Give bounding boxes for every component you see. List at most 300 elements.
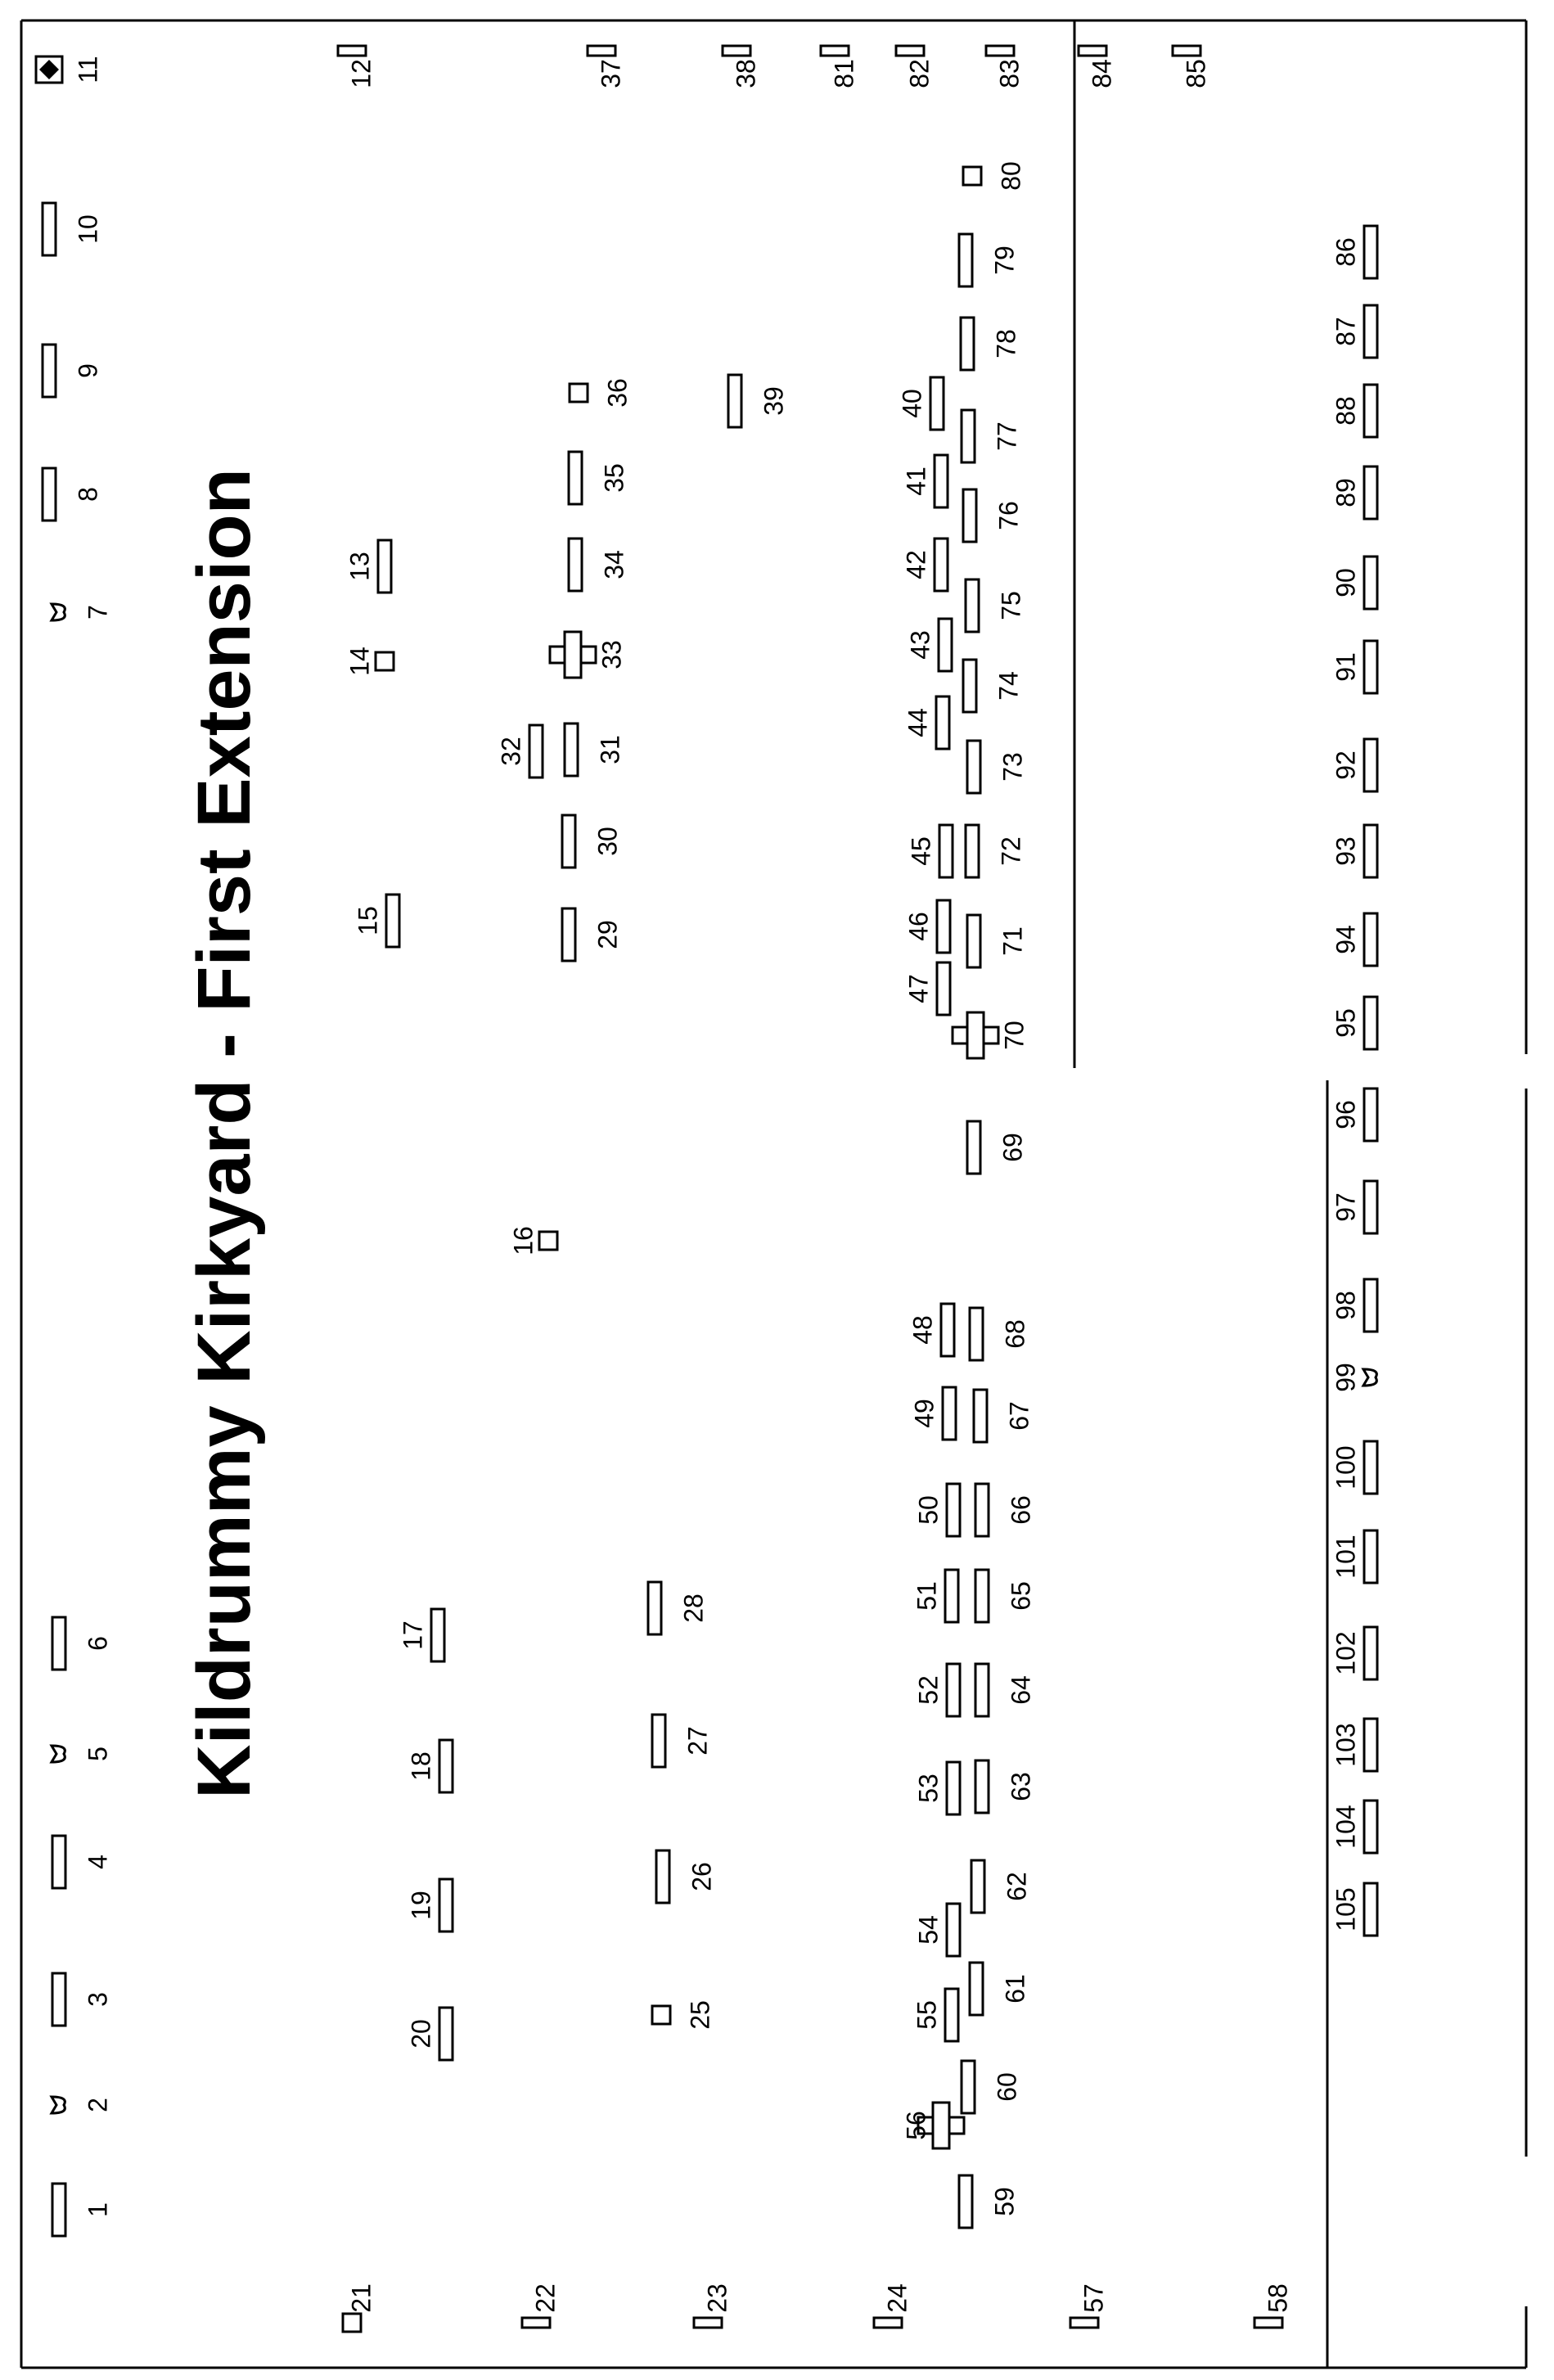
grave-rect-icon <box>959 2175 972 2228</box>
grave-19 <box>406 1879 453 1931</box>
grave-65 <box>975 1570 1035 1622</box>
grave-label: 93 <box>1331 836 1361 866</box>
grave-56 <box>901 2103 964 2148</box>
grave-89 <box>1331 467 1377 519</box>
grave-rect-icon <box>947 1904 960 1956</box>
grave-36 <box>570 378 632 408</box>
grave-rect-icon <box>936 696 949 749</box>
grave-23 <box>694 2283 732 2328</box>
grave-label: 16 <box>508 1226 538 1255</box>
grave-rect-icon <box>935 455 948 507</box>
grave-29 <box>562 908 622 961</box>
grave-rect-icon <box>1364 913 1377 966</box>
grave-label: 52 <box>913 1675 944 1705</box>
grave-label: 94 <box>1331 925 1361 954</box>
grave-label: 82 <box>904 59 935 88</box>
grave-rect-icon <box>52 1617 65 1670</box>
grave-22 <box>522 2283 560 2328</box>
heart-icon <box>52 2097 65 2113</box>
grave-rect-icon <box>529 725 543 778</box>
grave-label: 5 <box>83 1747 113 1761</box>
grave-label: 44 <box>903 708 933 737</box>
grave-label: 18 <box>406 1751 436 1781</box>
grave-label: 49 <box>909 1399 939 1428</box>
grave-label: 54 <box>913 1915 944 1945</box>
grave-7 <box>52 604 112 620</box>
grave-square-icon <box>376 652 394 670</box>
grave-label: 30 <box>592 827 623 856</box>
grave-label: 79 <box>989 246 1020 275</box>
grave-79 <box>959 234 1019 286</box>
grave-rect-icon <box>937 962 950 1015</box>
grave-rect-icon <box>941 1304 954 1356</box>
grave-98 <box>1331 1279 1377 1332</box>
grave-rect-icon <box>1364 1279 1377 1332</box>
grave-8 <box>43 468 102 521</box>
grave-53 <box>913 1762 960 1814</box>
grave-94 <box>1331 913 1377 966</box>
grave-54 <box>913 1904 960 1956</box>
grave-13 <box>345 540 391 593</box>
grave-52 <box>913 1664 960 1716</box>
grave-104 <box>1331 1801 1377 1853</box>
grave-label: 46 <box>903 912 934 941</box>
grave-label: 48 <box>908 1315 938 1345</box>
grave-label: 45 <box>906 836 936 866</box>
grave-rect-icon <box>874 2318 902 2328</box>
grave-95 <box>1331 997 1377 1049</box>
grave-label: 42 <box>901 550 931 579</box>
grave-91 <box>1331 641 1377 693</box>
grave-rect-icon <box>569 452 582 504</box>
grave-rect-icon <box>1364 1530 1377 1583</box>
grave-label: 40 <box>897 389 927 418</box>
grave-label: 58 <box>1263 2283 1293 2313</box>
grave-square-icon <box>570 384 588 402</box>
grave-label: 24 <box>882 2283 912 2313</box>
grave-83 <box>986 46 1024 88</box>
grave-label: 38 <box>731 59 761 88</box>
grave-3 <box>52 1973 112 2026</box>
grave-label: 34 <box>599 550 629 579</box>
grave-rect-icon <box>1364 557 1377 609</box>
grave-rect-icon <box>939 825 953 877</box>
grave-label: 56 <box>901 2111 931 2140</box>
grave-label: 76 <box>993 501 1024 530</box>
grave-rect-icon <box>971 1860 984 1913</box>
grave-rect-icon <box>569 539 582 591</box>
grave-label: 12 <box>346 59 376 88</box>
grave-label: 74 <box>993 671 1024 701</box>
grave-63 <box>975 1760 1035 1813</box>
grave-label: 20 <box>406 2019 436 2049</box>
grave-rect-icon <box>1364 739 1377 791</box>
grave-rect-icon <box>930 377 944 430</box>
grave-rect-icon <box>439 1740 453 1792</box>
grave-rect-icon <box>937 900 950 953</box>
grave-30 <box>562 815 622 868</box>
grave-rect-icon <box>439 1879 453 1931</box>
grave-59 <box>959 2175 1019 2228</box>
grave-70 <box>953 1012 1029 1058</box>
grave-rect-icon <box>945 1570 958 1622</box>
grave-rect-icon <box>694 2318 722 2328</box>
grave-rect-icon <box>565 723 578 776</box>
grave-101 <box>1331 1530 1377 1583</box>
grave-rect-icon <box>975 1570 989 1622</box>
grave-rect-icon <box>947 1762 960 1814</box>
grave-76 <box>963 489 1023 542</box>
cross-icon <box>953 1012 998 1058</box>
grave-rect-icon <box>966 825 979 877</box>
grave-label: 33 <box>597 640 627 669</box>
grave-label: 88 <box>1331 396 1361 426</box>
grave-55 <box>912 1989 958 2041</box>
grave-rect-icon <box>962 2061 975 2113</box>
grave-rect-icon <box>970 1963 983 2015</box>
grave-rect-icon <box>43 468 56 521</box>
diamond-icon <box>36 56 62 83</box>
grave-96 <box>1331 1089 1377 1141</box>
grave-88 <box>1331 385 1377 437</box>
grave-label: 32 <box>496 737 526 766</box>
grave-rect-icon <box>1079 46 1106 56</box>
grave-rect-icon <box>648 1582 661 1634</box>
grave-61 <box>970 1963 1029 2015</box>
grave-label: 99 <box>1331 1363 1361 1392</box>
grave-label: 50 <box>913 1495 944 1525</box>
grave-74 <box>963 660 1023 712</box>
grave-87 <box>1331 305 1377 358</box>
grave-label: 2 <box>83 2098 113 2112</box>
grave-73 <box>967 741 1027 793</box>
grave-rect-icon <box>967 915 980 967</box>
grave-label: 71 <box>998 926 1028 956</box>
grave-12 <box>338 46 376 88</box>
grave-label: 25 <box>685 2000 715 2030</box>
grave-rect-icon <box>43 345 56 397</box>
grave-label: 13 <box>345 552 375 581</box>
grave-label: 63 <box>1006 1772 1036 1801</box>
grave-rect-icon <box>961 318 974 370</box>
grave-rect-icon <box>1364 641 1377 693</box>
grave-11 <box>36 56 102 83</box>
grave-rect-icon <box>1364 1883 1377 1936</box>
grave-rect-icon <box>1173 46 1200 56</box>
grave-78 <box>961 318 1020 370</box>
grave-80 <box>963 161 1025 191</box>
grave-label: 92 <box>1331 751 1361 780</box>
grave-rect-icon <box>728 375 741 427</box>
grave-label: 91 <box>1331 652 1361 682</box>
grave-42 <box>901 539 948 591</box>
grave-label: 23 <box>702 2283 732 2313</box>
grave-label: 4 <box>83 1855 113 1869</box>
grave-rect-icon <box>522 2318 550 2328</box>
grave-14 <box>345 647 394 676</box>
grave-rect-icon <box>1364 825 1377 877</box>
grave-rect-icon <box>1364 385 1377 437</box>
grave-label: 53 <box>913 1774 944 1803</box>
grave-label: 11 <box>73 56 103 83</box>
grave-label: 3 <box>83 1992 113 2007</box>
grave-69 <box>967 1121 1027 1174</box>
grave-label: 87 <box>1331 317 1361 346</box>
grave-label: 77 <box>992 421 1022 451</box>
grave-35 <box>569 452 628 504</box>
grave-label: 105 <box>1331 1887 1361 1931</box>
grave-46 <box>903 900 950 953</box>
grave-square-icon <box>652 2006 670 2024</box>
grave-rect-icon <box>1364 1627 1377 1679</box>
grave-label: 84 <box>1087 59 1117 88</box>
grave-label: 55 <box>912 2000 942 2030</box>
grave-label: 59 <box>989 2187 1020 2216</box>
grave-6 <box>52 1617 112 1670</box>
grave-rect-icon <box>945 1989 958 2041</box>
grave-58 <box>1254 2283 1292 2328</box>
grave-72 <box>966 825 1025 877</box>
grave-75 <box>966 579 1025 632</box>
grave-label: 29 <box>592 920 623 949</box>
grave-label: 64 <box>1006 1675 1036 1705</box>
grave-rect-icon <box>962 410 975 462</box>
grave-99 <box>1331 1363 1376 1392</box>
grave-10 <box>43 203 102 255</box>
grave-86 <box>1331 226 1377 278</box>
grave-21 <box>343 2283 376 2332</box>
grave-label: 14 <box>345 647 375 676</box>
grave-67 <box>974 1390 1034 1442</box>
grave-64 <box>975 1664 1035 1716</box>
grave-label: 72 <box>996 836 1026 866</box>
grave-9 <box>43 345 102 397</box>
grave-rect-icon <box>1364 1441 1377 1494</box>
grave-62 <box>971 1860 1031 1913</box>
grave-81 <box>821 46 858 88</box>
grave-77 <box>962 410 1021 462</box>
grave-rect-icon <box>1364 1089 1377 1141</box>
grave-rect-icon <box>939 619 952 671</box>
grave-label: 10 <box>73 214 103 244</box>
grave-51 <box>912 1570 958 1622</box>
grave-66 <box>975 1484 1035 1536</box>
grave-square-icon <box>963 167 981 185</box>
grave-label: 96 <box>1331 1100 1361 1129</box>
grave-rect-icon <box>723 46 750 56</box>
grave-label: 43 <box>905 630 935 660</box>
grave-rect-icon <box>338 46 366 56</box>
grave-label: 73 <box>998 752 1028 782</box>
grave-rect-icon <box>378 540 391 593</box>
grave-label: 6 <box>83 1636 113 1651</box>
grave-label: 62 <box>1002 1872 1032 1901</box>
grave-label: 37 <box>596 59 626 88</box>
grave-label: 69 <box>998 1133 1028 1162</box>
grave-33 <box>550 632 626 678</box>
grave-84 <box>1079 46 1116 88</box>
grave-label: 28 <box>678 1593 709 1623</box>
grave-37 <box>588 46 625 88</box>
grave-rect-icon <box>52 2184 65 2236</box>
grave-label: 78 <box>991 329 1021 358</box>
grave-68 <box>970 1308 1029 1360</box>
grave-label: 90 <box>1331 568 1361 597</box>
heart-icon <box>52 1746 65 1762</box>
grave-40 <box>897 377 944 430</box>
grave-32 <box>496 725 543 778</box>
grave-41 <box>901 455 948 507</box>
grave-rect-icon <box>1364 305 1377 358</box>
grave-label: 97 <box>1331 1192 1361 1222</box>
grave-label: 95 <box>1331 1008 1361 1038</box>
grave-label: 86 <box>1331 237 1361 267</box>
grave-label: 100 <box>1331 1445 1361 1490</box>
grave-82 <box>896 46 934 88</box>
grave-rect-icon <box>588 46 615 56</box>
grave-rect-icon <box>656 1850 669 1903</box>
grave-label: 36 <box>602 378 633 408</box>
grave-103 <box>1331 1719 1377 1771</box>
cross-icon <box>550 632 596 678</box>
grave-57 <box>1070 2283 1108 2328</box>
grave-39 <box>728 375 788 427</box>
grave-34 <box>569 539 628 591</box>
grave-label: 101 <box>1331 1535 1361 1579</box>
grave-rect-icon <box>1070 2318 1098 2328</box>
grave-17 <box>398 1609 444 1661</box>
grave-rect-icon <box>975 1484 989 1536</box>
grave-rect-icon <box>562 815 575 868</box>
grave-rect-icon <box>386 895 399 947</box>
grave-48 <box>908 1304 954 1356</box>
grave-43 <box>905 619 952 671</box>
grave-31 <box>565 723 624 776</box>
grave-label: 51 <box>912 1581 942 1611</box>
grave-26 <box>656 1850 716 1903</box>
heart-icon <box>1363 1369 1376 1386</box>
grave-rect-icon <box>1364 1181 1377 1233</box>
grave-rect-icon <box>963 660 976 712</box>
grave-90 <box>1331 557 1377 609</box>
grave-1 <box>52 2184 112 2236</box>
grave-label: 47 <box>903 974 934 1003</box>
grave-25 <box>652 2000 714 2030</box>
grave-label: 21 <box>346 2283 376 2313</box>
grave-85 <box>1173 46 1210 88</box>
grave-20 <box>406 2008 453 2060</box>
grave-105 <box>1331 1883 1377 1936</box>
grave-label: 89 <box>1331 478 1361 507</box>
grave-44 <box>903 696 949 749</box>
grave-label: 1 <box>83 2202 113 2217</box>
grave-rect-icon <box>1364 226 1377 278</box>
grave-rect-icon <box>821 46 849 56</box>
grave-label: 67 <box>1004 1401 1034 1431</box>
grave-rect-icon <box>963 489 976 542</box>
grave-label: 104 <box>1331 1805 1361 1849</box>
grave-rect-icon <box>43 203 56 255</box>
grave-rect-icon <box>1254 2318 1282 2328</box>
grave-label: 66 <box>1006 1495 1036 1525</box>
grave-label: 17 <box>398 1620 428 1650</box>
page-title: Kildrummy Kirkyard - First Extension <box>182 468 266 1799</box>
grave-24 <box>874 2283 912 2328</box>
grave-rect-icon <box>947 1664 960 1716</box>
grave-16 <box>508 1226 557 1255</box>
grave-rect-icon <box>562 908 575 961</box>
grave-rect-icon <box>439 2008 453 2060</box>
grave-50 <box>913 1484 960 1536</box>
grave-97 <box>1331 1181 1377 1233</box>
grave-rect-icon <box>431 1609 444 1661</box>
grave-rect-icon <box>1364 1719 1377 1771</box>
grave-rect-icon <box>967 741 980 793</box>
grave-label: 68 <box>1000 1319 1030 1349</box>
grave-102 <box>1331 1627 1377 1679</box>
grave-rect-icon <box>970 1308 983 1360</box>
grave-label: 26 <box>687 1862 717 1891</box>
grave-rect-icon <box>947 1484 960 1536</box>
grave-label: 98 <box>1331 1291 1361 1320</box>
grave-2 <box>52 2097 112 2113</box>
grave-label: 9 <box>73 363 103 378</box>
grave-rect-icon <box>52 1973 65 2026</box>
grave-rect-icon <box>975 1664 989 1716</box>
grave-100 <box>1331 1441 1377 1494</box>
grave-rect-icon <box>896 46 924 56</box>
grave-rect-icon <box>975 1760 989 1813</box>
grave-93 <box>1331 825 1377 877</box>
grave-label: 31 <box>595 735 625 764</box>
grave-label: 35 <box>599 463 629 493</box>
grave-rect-icon <box>967 1121 980 1174</box>
grave-92 <box>1331 739 1377 791</box>
grave-label: 70 <box>999 1021 1029 1050</box>
grave-rect-icon <box>986 46 1014 56</box>
grave-label: 39 <box>759 386 789 416</box>
grave-27 <box>652 1715 712 1767</box>
grave-label: 27 <box>682 1726 713 1756</box>
grave-rect-icon <box>943 1387 956 1440</box>
grave-label: 61 <box>1000 1974 1030 2004</box>
grave-rect-icon <box>974 1390 987 1442</box>
grave-rect-icon <box>959 234 972 286</box>
grave-label: 85 <box>1181 59 1211 88</box>
grave-4 <box>52 1836 112 1888</box>
grave-rect-icon <box>1364 997 1377 1049</box>
grave-label: 80 <box>996 161 1026 191</box>
grave-label: 75 <box>996 591 1026 620</box>
grave-38 <box>723 46 760 88</box>
grave-label: 19 <box>406 1891 436 1920</box>
grave-label: 83 <box>994 59 1025 88</box>
grave-60 <box>962 2061 1021 2113</box>
grave-label: 15 <box>353 906 383 935</box>
grave-label: 7 <box>83 605 113 620</box>
grave-18 <box>406 1740 453 1792</box>
grave-5 <box>52 1746 112 1762</box>
grave-rect-icon <box>966 579 979 632</box>
grave-rect-icon <box>652 1715 665 1767</box>
grave-rect-icon <box>52 1836 65 1888</box>
grave-28 <box>648 1582 708 1634</box>
grave-71 <box>967 915 1027 967</box>
heart-icon <box>52 604 65 620</box>
grave-49 <box>909 1387 956 1440</box>
grave-square-icon <box>343 2314 361 2332</box>
grave-label: 57 <box>1079 2283 1109 2313</box>
